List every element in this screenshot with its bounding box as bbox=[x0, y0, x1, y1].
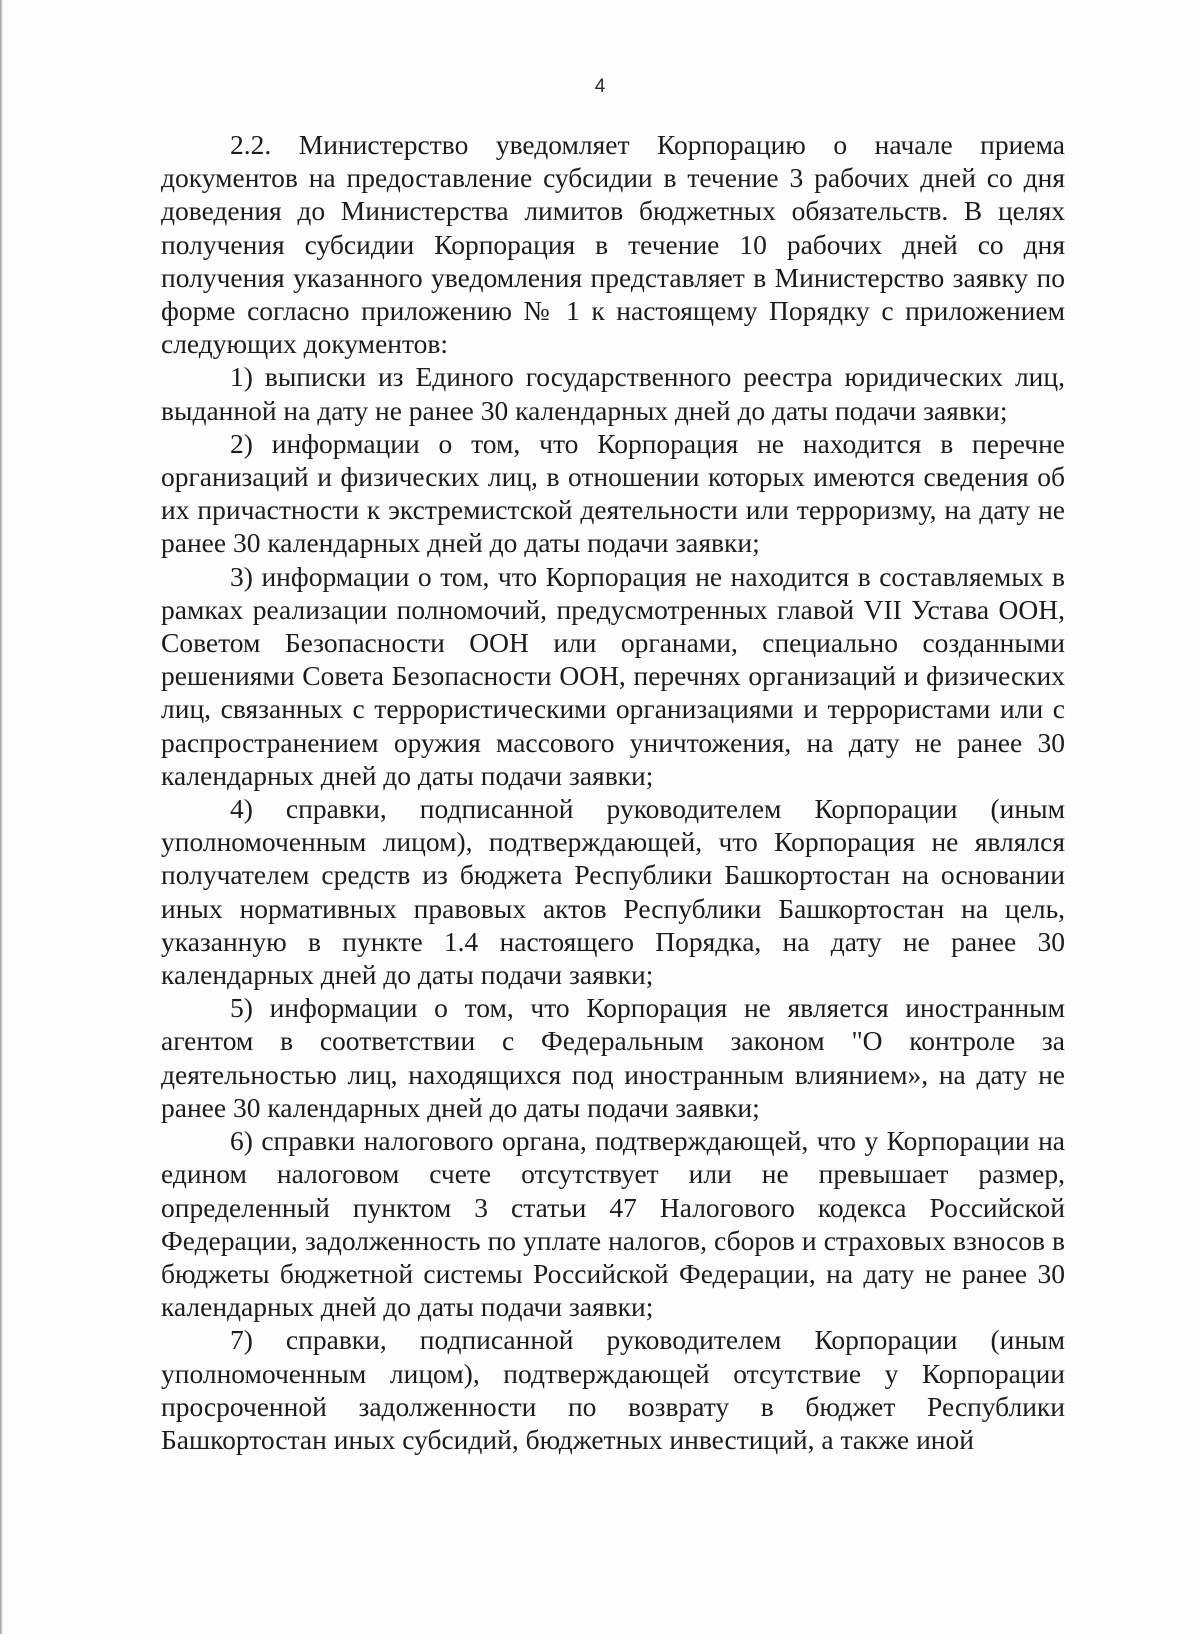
list-item-1: 1) выписки из Единого государственного реестра юридических лиц, выданной на дату не ранее 30 календарных дней до даты подачи заявки; bbox=[161, 361, 1065, 426]
scan-edge bbox=[0, 0, 3, 1634]
list-item-4: 4) справки, подписанной руководителем Корпорации (иным уполномоченным лицом), подтверждающей, что Корпорация не являлся получателем средств из бюджета Республики Башкортостан на основании иных нормативных правовых актов Республики Башкортостан на цель, указанную в пункте 1.4 настоящего Порядка, на дату не ранее 30 календарных дней до даты подачи заявки; bbox=[161, 793, 1065, 991]
page-number: 4 bbox=[594, 76, 606, 97]
list-item-2: 2) информации о том, что Корпорация не находится в перечне организаций и физических лиц, в отношении которых имеются сведения об их причастности к экстремистской деятельности или терроризму, на дату не ранее 30 календарных дней до даты подачи заявки; bbox=[161, 427, 1065, 559]
list-item-7: 7) справки, подписанной руководителем Корпорации (иным уполномоченным лицом), подтверждающей отсутствие у Корпорации просроченной задолженности по возврату в бюджет Республики Башкортостан иных субсидий, бюджетных инвестиций, а также иной bbox=[161, 1324, 1065, 1455]
list-item-3: 3) информации о том, что Корпорация не находится в составляемых в рамках реализации полномочий, предусмотренных главой VII Устава ООН, Советом Безопасности ООН или органами, специально созданными решениями Совета Безопасности ООН, перечнях организаций и физических лиц, связанных с террористическими организациями и террористами или с распространением оружия массового уничтожения, на дату не ранее 30 календарных дней до даты подачи заявки; bbox=[161, 560, 1065, 791]
document-body bbox=[161, 128, 1065, 1456]
paragraph-2-2: 2.2. Министерство уведомляет Корпорацию о начале приема документов на предоставление субсидии в течение 3 рабочих дней со дня доведения до Министерства лимитов бюджетных обязательств. В целях получения субсидии Корпорация в течение 10 рабочих дней со дня получения указанного уведомления представляет в Министерство заявку по форме согласно приложению № 1 к настоящему Порядку с приложением следующих документов: bbox=[161, 129, 1065, 360]
list-item-5: 5) информации о том, что Корпорация не является иностранным агентом в соответствии с Федеральным законом "О контроле за деятельностью лиц, находящихся под иностранным влиянием», на дату не ранее 30 календарных дней до даты подачи заявки; bbox=[161, 992, 1065, 1123]
list-item-6: 6) справки налогового органа, подтверждающей, что у Корпорации на едином налоговом счете отсутствует или не превышает размер, определенный пунктом 3 статьи 47 Налогового кодекса Российской Федерации, задолженность по уплате налогов, сборов и страховых взносов в бюджеты бюджетной системы Российской Федерации, на дату не ранее 30 календарных дней до даты подачи заявки; bbox=[161, 1125, 1065, 1323]
